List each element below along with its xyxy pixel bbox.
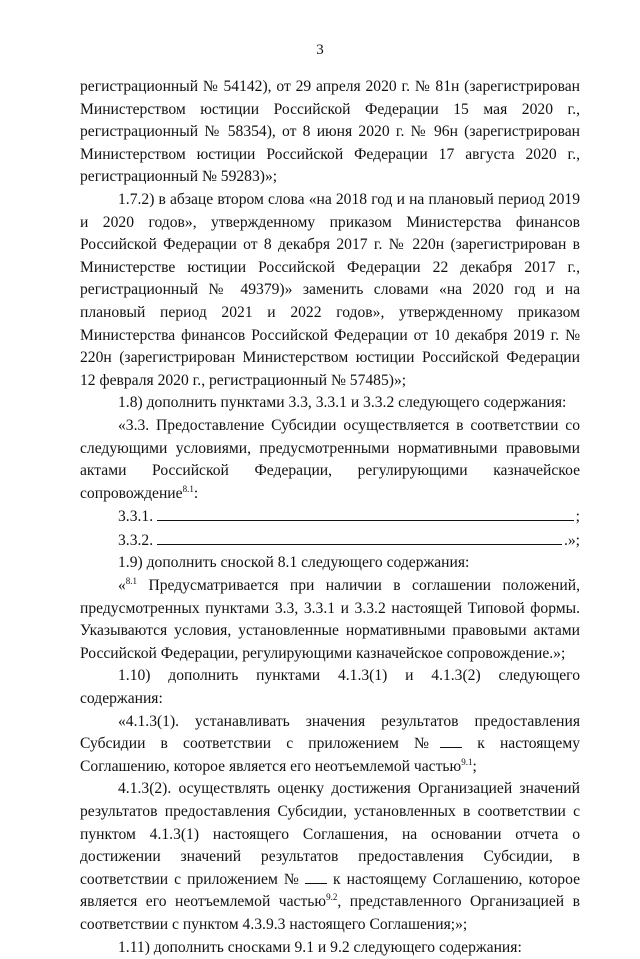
paragraph-4-1-3-2-end: , представленного Организацией в соответствии с пунктом 4.3.9.3 настоящего Соглашения;»; bbox=[80, 893, 580, 933]
paragraph-3-3 bbox=[80, 415, 580, 505]
paragraph-4-1-3-2-text: 4.1.3(2). осуществлять оценку достижения Организацией значений результатов предоставления Субсидии, установленных в соответствии с пунктом 4.1.3(1) настоящего Соглашения, на основании отчета о достижении значений результатов предоставления Субсидии, в соответствии с приложением № bbox=[80, 780, 580, 888]
blank-appendix-number-2 bbox=[305, 883, 327, 884]
footnote-mark-8-1: 8.1 bbox=[125, 575, 138, 586]
paragraph-1-7-2: 1.7.2) в абзаце втором слова «на 2018 год и на плановый период 2019 и 2020 годов», утвержденному приказом Министерства финансов Российской Федерации от 8 декабря 2017 г. № 220н (зарегистрирован в Министерстве юстиции Российской Федерации 22 декабря 2017 г., регистрационный № 49379)» заменить словами «на 2020 год и на плановый период 2021 и 2022 годов», утвержденному приказом Министерства финансов Российской Федерации от 10 декабря 2019 г. № 220н (зарегистрирован Министерством юстиции Российской Федерации 12 февраля 2020 г., регистрационный № 57485)»; bbox=[80, 190, 580, 389]
paragraph-3-3-end: : bbox=[193, 484, 199, 502]
paragraph-1-8: 1.8) дополнить пунктами 3.3, 3.3.1 и 3.3.2 следующего содержания: bbox=[118, 394, 567, 412]
blank-line-3-3-1 bbox=[157, 505, 574, 521]
paragraph-4-1-3-2 bbox=[80, 778, 580, 936]
paragraph-1-9: 1.9) дополнить сноской 8.1 следующего содержания: bbox=[118, 554, 470, 572]
blank-appendix-number bbox=[440, 747, 462, 748]
paragraph-1-10: 1.10) дополнить пунктами 4.1.3(1) и 4.1.3(2) следующего содержания: bbox=[80, 667, 580, 708]
blank-line-3-3-2 bbox=[157, 529, 562, 545]
paragraph-4-1-3-1 bbox=[80, 711, 580, 779]
paragraph-4-1-3-1-text-2: к настоящему Соглашению, которое является его неотъемлемой частью bbox=[80, 735, 581, 775]
paragraph-4-1-3-1-text: «4.1.3(1). устанавливать значения результатов предоставления Субсидии в соответствии с приложением № bbox=[80, 712, 580, 753]
footnote-ref-9-1: 9.1 bbox=[461, 756, 473, 767]
footnote-ref-8-1: 8.1 bbox=[182, 483, 194, 494]
page-number: 3 bbox=[316, 42, 324, 58]
fill-line-3-3-1 bbox=[80, 505, 580, 529]
paragraph-3-3-text: «3.3. Предоставление Субсидии осуществляется в соответствии со следующими условиями, предусмотренными нормативными правовыми актами Российской Федерации, регулирующими казначейское сопровождение bbox=[80, 416, 580, 502]
paragraph-1-11: 1.11) дополнить сносками 9.1 и 9.2 следующего содержания: bbox=[118, 938, 522, 956]
footnote-8-1-text bbox=[80, 575, 580, 665]
quote-open: « bbox=[118, 577, 126, 595]
fill-line-3-3-2-number: 3.3.2. bbox=[118, 531, 154, 549]
fill-line-3-3-1-number: 3.3.1. bbox=[118, 508, 154, 526]
paragraph-4-1-3-2-text-2: к настоящему Соглашению, которое является его неотъемлемой частью bbox=[80, 870, 580, 911]
footnote-8-1-body: Предусматривается при наличии в соглашении положений, предусмотренных пунктами 3.3, 3.3.1 и 3.3.2 настоящей Типовой формы. Указываются условия, установленные нормативными правовыми актами Российской Федерации, регулирующими казначейское сопровождение.»; bbox=[80, 577, 580, 662]
document-body bbox=[80, 76, 580, 959]
fill-line-3-3-2 bbox=[80, 529, 580, 553]
footnote-ref-9-2: 9.2 bbox=[326, 892, 338, 903]
paragraph-4-1-3-1-end: ; bbox=[472, 757, 477, 775]
paragraph-registration: регистрационный № 54142), от 29 апреля 2020 г. № 81н (зарегистрирован Министерством юстиции Российской Федерации 15 мая 2020 г., регистрационный № 58354), от 8 июня 2020 г. № 96н (зарегистрирован Министерством юстиции Российской Федерации 17 августа 2020 г., регистрационный № 59283)»; bbox=[80, 78, 580, 186]
fill-line-3-3-2-end: .»; bbox=[563, 531, 580, 549]
fill-line-3-3-1-end: ; bbox=[575, 508, 580, 526]
